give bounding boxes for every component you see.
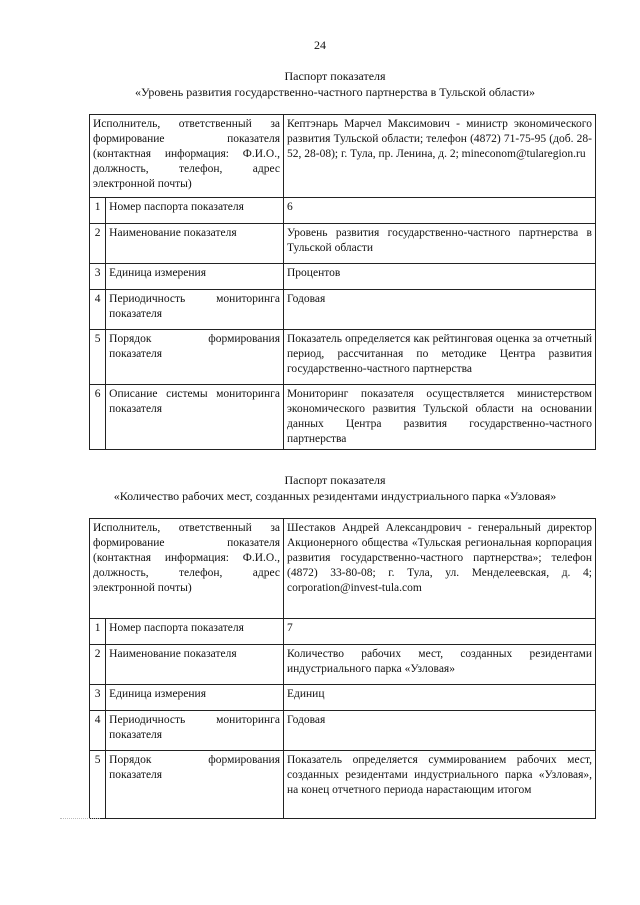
table-row [90, 619, 596, 645]
executor-label: Исполнитель, ответственный за формирование показателя (контактная информация: Ф.И.О., должность, телефон, адрес электронной почты) [90, 519, 284, 619]
passport-2-title: Паспорт показателя [284, 473, 386, 487]
passport-1-heading [60, 68, 610, 100]
table-row [90, 519, 596, 619]
passport-1-subtitle: «Уровень развития государственно-частного партнерства в Тульской области» [134, 85, 536, 99]
row-value: Уровень развития государственно-частного партнерства в Тульской области [284, 224, 596, 264]
table-row [90, 711, 596, 751]
row-value: Показатель определяется суммированием рабочих мест, созданных резидентами индустриального парка «Узловая», на конец отчетного периода нарастающим итогом [284, 751, 596, 819]
row-value: Количество рабочих мест, созданных резидентами индустриального парка «Узловая» [284, 645, 596, 685]
table-row [90, 115, 596, 198]
page-number: 24 [314, 38, 326, 52]
row-value: Годовая [284, 711, 596, 751]
executor-value: Кептэнарь Марчел Максимович - министр экономического развития Тульской области; телефон (4872) 71-75-95 (доб. 28-52, 28-08); г. Тула, пр. Ленина, д. 2; mineconom@tularegion.ru [284, 115, 596, 198]
passport-2-table [89, 518, 596, 819]
passport-2-subtitle: «Количество рабочих мест, созданных резидентами индустриального парка «Узловая» [113, 489, 557, 503]
row-label: Единица измерения [106, 685, 284, 711]
passport-1-title: Паспорт показателя [284, 69, 386, 83]
row-label: Номер паспорта показателя [106, 619, 284, 645]
row-number: 3 [90, 264, 106, 290]
table-row [90, 264, 596, 290]
executor-value: Шестаков Андрей Александрович - генеральный директор Акционерного общества «Тульская региональная корпорация развития государственно-частного партнерства»; телефон (4872) 33-80-08; г. Тула, ул. Менделеевская, д. 4; corporation@invest-tula.com [284, 519, 596, 619]
row-label: Описание системы мониторинга показателя [106, 385, 284, 450]
table-row [90, 751, 596, 819]
row-label: Наименование показателя [106, 224, 284, 264]
table-row [90, 330, 596, 385]
row-number: 5 [90, 751, 106, 819]
row-number: 4 [90, 711, 106, 751]
row-number: 1 [90, 619, 106, 645]
row-label: Порядок формирования показателя [106, 751, 284, 819]
passport-2-heading [60, 472, 610, 504]
row-number: 2 [90, 645, 106, 685]
row-number: 6 [90, 385, 106, 450]
table-row [90, 198, 596, 224]
table-row [90, 290, 596, 330]
row-value: 6 [284, 198, 596, 224]
row-value: Мониторинг показателя осуществляется министерством экономического развития Тульской области на основании данных Центра развития государственно-частного партнерства [284, 385, 596, 450]
row-value: Процентов [284, 264, 596, 290]
executor-label: Исполнитель, ответственный за формирование показателя (контактная информация: Ф.И.О., должность, телефон, адрес электронной почты) [90, 115, 284, 198]
table-row [90, 224, 596, 264]
scan-mark [60, 818, 100, 820]
row-value: Показатель определяется как рейтинговая оценка за отчетный период, рассчитанная по методике Центра развития государственно-частного партнерства [284, 330, 596, 385]
row-label: Наименование показателя [106, 645, 284, 685]
row-label: Периодичность мониторинга показателя [106, 290, 284, 330]
row-label: Единица измерения [106, 264, 284, 290]
row-number: 2 [90, 224, 106, 264]
row-value: 7 [284, 619, 596, 645]
table-row [90, 685, 596, 711]
row-number: 4 [90, 290, 106, 330]
row-number: 5 [90, 330, 106, 385]
table-row [90, 645, 596, 685]
row-label: Порядок формирования показателя [106, 330, 284, 385]
table-row [90, 385, 596, 450]
row-number: 3 [90, 685, 106, 711]
passport-1-table [89, 114, 596, 450]
row-number: 1 [90, 198, 106, 224]
row-label: Периодичность мониторинга показателя [106, 711, 284, 751]
row-label: Номер паспорта показателя [106, 198, 284, 224]
row-value: Единиц [284, 685, 596, 711]
row-value: Годовая [284, 290, 596, 330]
